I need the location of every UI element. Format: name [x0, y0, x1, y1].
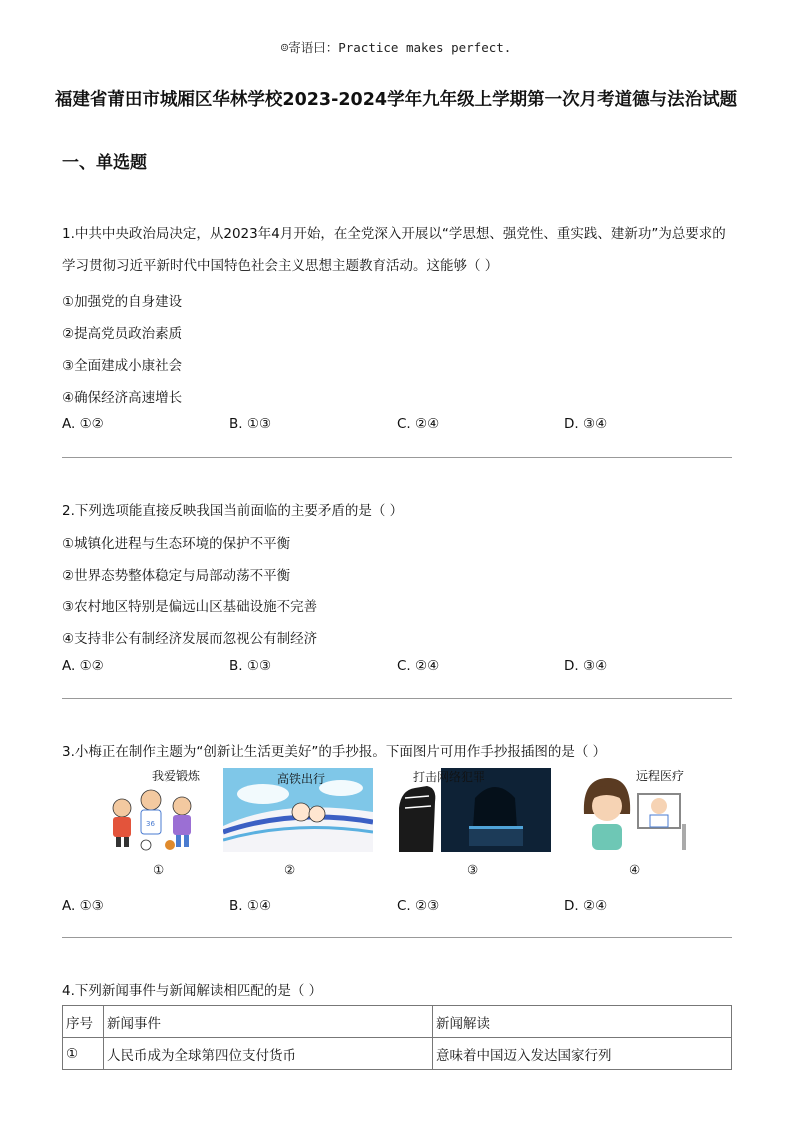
question-2-item: ①城镇化进程与生态环境的保护不平衡	[62, 536, 291, 552]
section-heading: 一、单选题	[62, 153, 147, 173]
news-table	[62, 1005, 732, 1070]
cybercrime-illustration	[393, 768, 551, 852]
option-d[interactable]: D. ③④	[564, 658, 608, 674]
image-number: ④	[629, 862, 641, 877]
question-1-item: ③全面建成小康社会	[62, 358, 183, 374]
question-1-stem: 1.中共中央政治局决定，从2023年4月开始，在全党深入开展以“学思想、强党性、重实践、建新功”为总要求的学习贯彻习近平新时代中国特色社会主义思想主题教育活动。这能够（ ）	[62, 226, 726, 274]
image-number: ②	[284, 862, 296, 877]
question-2-item: ③农村地区特别是偏远山区基础设施不完善	[62, 599, 318, 615]
high-speed-rail-illustration	[223, 768, 373, 852]
image-caption: 高铁出行	[277, 772, 326, 786]
table-cell: 意味着中国迈入发达国家行列	[433, 1038, 732, 1070]
document-title: 福建省莆田市城厢区华林学校2023-2024学年九年级上学期第一次月考道德与法治试题	[54, 90, 738, 110]
table-header-cell: 新闻事件	[104, 1006, 433, 1038]
option-a[interactable]: A. ①②	[62, 416, 104, 432]
question-1-item: ②提高党员政治素质	[62, 326, 183, 342]
question-1-options	[62, 416, 734, 436]
image-caption: 我爱锻炼	[152, 769, 201, 783]
table-cell: ①	[63, 1038, 104, 1070]
question-2-stem: 2.下列选项能直接反映我国当前面临的主要矛盾的是（ ）	[62, 503, 404, 519]
image-number: ③	[467, 862, 479, 877]
table-header-row	[63, 1006, 732, 1038]
image-number: ①	[153, 862, 165, 877]
image-caption: 打击网络犯罪	[413, 770, 486, 784]
question-1-item: ④确保经济高速增长	[62, 390, 183, 406]
option-a[interactable]: A. ①②	[62, 658, 104, 674]
question-3-options	[62, 898, 734, 918]
table-header-cell: 序号	[63, 1006, 104, 1038]
question-3-stem: 3.小梅正在制作主题为“创新让生活更美好”的手抄报。下面图片可用作手抄报插图的是（ ）	[62, 744, 607, 760]
option-c[interactable]: C. ②③	[397, 898, 440, 914]
divider	[62, 937, 732, 938]
image-caption: 远程医疗	[636, 769, 685, 783]
question-2-item: ②世界态势整体稳定与局部动荡不平衡	[62, 568, 291, 584]
divider	[62, 457, 732, 458]
option-c[interactable]: C. ②④	[397, 416, 440, 432]
option-c[interactable]: C. ②④	[397, 658, 440, 674]
option-a[interactable]: A. ①③	[62, 898, 104, 914]
divider	[62, 698, 732, 699]
table-header-cell: 新闻解读	[433, 1006, 732, 1038]
svg-text:36: 36	[146, 820, 155, 828]
question-2-options	[62, 658, 734, 678]
table-cell: 人民币成为全球第四位支付货币	[104, 1038, 433, 1070]
option-d[interactable]: D. ②④	[564, 898, 608, 914]
option-d[interactable]: D. ③④	[564, 416, 608, 432]
telemedicine-illustration	[578, 768, 694, 852]
motto-header: ☺寄语曰：Practice makes perfect.	[280, 40, 512, 55]
option-b[interactable]: B. ①④	[229, 898, 272, 914]
question-4-stem: 4.下列新闻事件与新闻解读相匹配的是（ ）	[62, 983, 323, 999]
question-1-item: ①加强党的自身建设	[62, 294, 183, 310]
question-2-item: ④支持非公有制经济发展而忽视公有制经济	[62, 631, 318, 647]
option-b[interactable]: B. ①③	[229, 416, 272, 432]
option-b[interactable]: B. ①③	[229, 658, 272, 674]
table-row	[63, 1038, 732, 1070]
exercise-illustration	[100, 768, 212, 852]
